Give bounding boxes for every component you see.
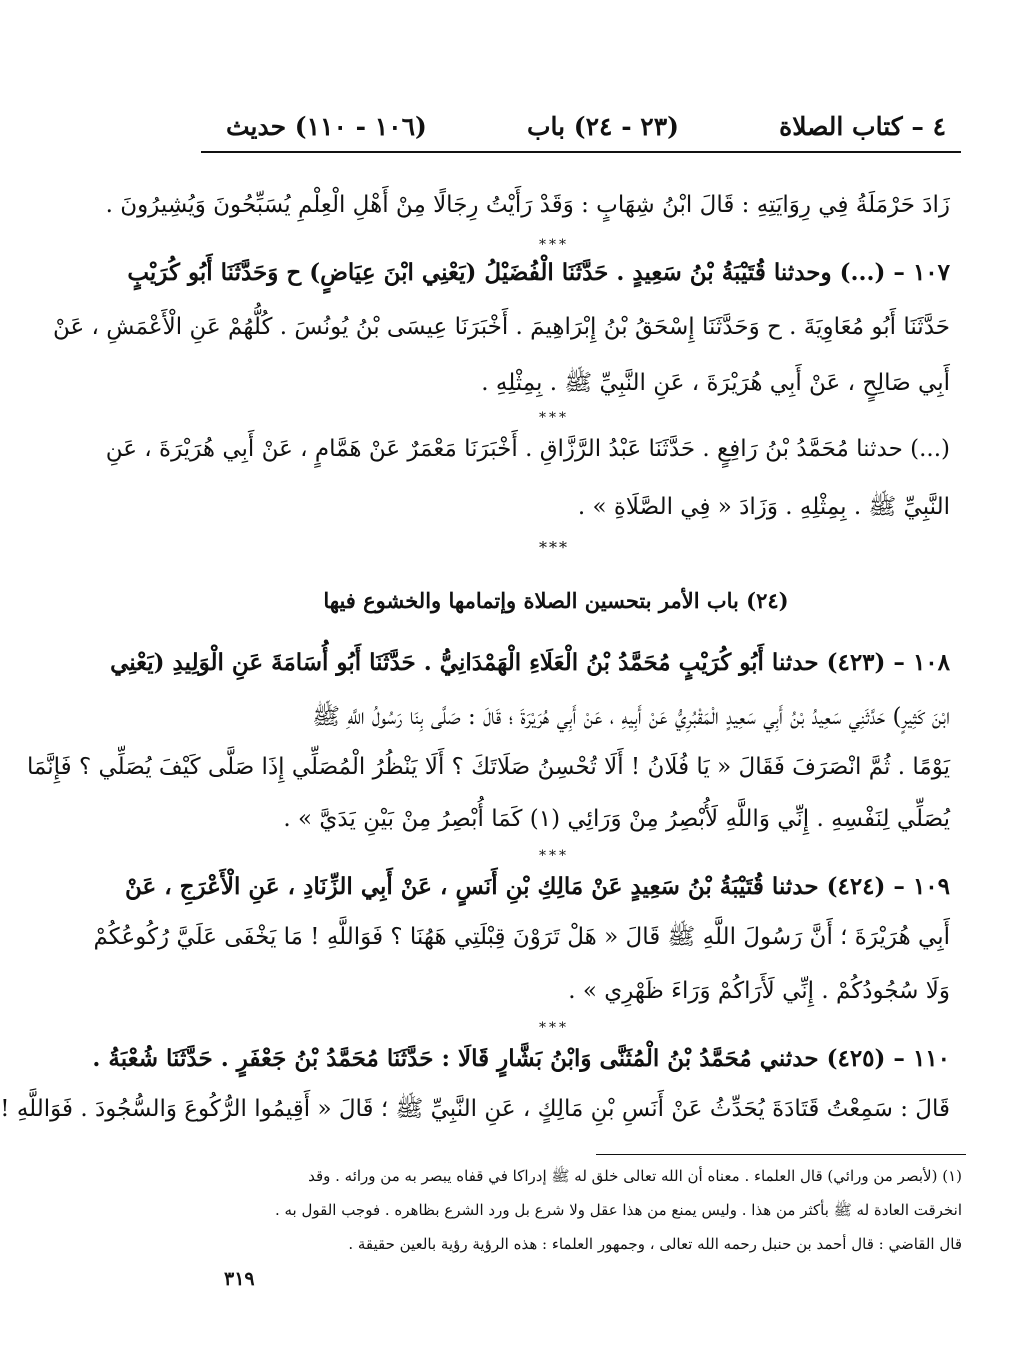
footnote-line: (١) (لأبصر من ورائي) قال العلماء . معناه أن الله تعالى خلق له ﷺ إدراكا في قفاه يبصر به من ورائه . وقد: [308, 1167, 962, 1185]
chapter-ornament: ***: [539, 538, 569, 557]
text-line: قَالَ : سَمِعْتُ قَتَادَةَ يُحَدِّثُ عَنْ أَنَسِ بْنِ مَالِكٍ ، عَنِ النَّبِيِّ ﷺ ؛ قَالَ « أَقِيمُوا الرُّكُوعَ وَالسُّجُودَ . فَوَاللَّهِ !: [0, 1096, 950, 1122]
page-number: ٣١٩: [224, 1268, 255, 1290]
footnote-divider: [596, 1154, 966, 1155]
hadith-110-line: ١١٠ – (٤٢٥) حدثني مُحَمَّدُ بْنُ الْمُثَنَّى وَابْنُ بَشَّارٍ قَالَا : حَدَّثَنَا مُحَمَّدُ بْنُ جَعْفَرٍ . حَدَّثَنَا شُعْبَةُ .: [92, 1045, 950, 1072]
section-separator: ***: [539, 848, 569, 864]
header-hadith-range: (١٠٦ - ١١٠) حديث: [226, 111, 427, 141]
hadith-109-line: ١٠٩ – (٤٢٤) حدثنا قُتَيْبَةُ بْنُ سَعِيدٍ عَنْ مَالِكِ بْنِ أَنَسٍ ، عَنْ أَبِي الزِّنَادِ ، عَنِ الْأَعْرَجِ ، عَنْ: [124, 873, 950, 900]
text-line: يَوْمًا . ثُمَّ انْصَرَفَ فَقَالَ « يَا فُلَانُ ! أَلَا تُحْسِنُ صَلَاتَكَ ؟ أَلَا يَنْظُرُ الْمُصَلِّي إِذَا صَلَّى كَيْفَ يُصَلِّي ؟ فَإِنَّمَا: [26, 754, 950, 780]
chapter-title: (٢٤) باب الأمر بتحسين الصلاة وإتمامها والخشوع فيها: [323, 588, 789, 613]
text-line: يُصَلِّي لِنَفْسِهِ . إِنِّي وَاللَّهِ لَأُبْصِرُ مِنْ وَرَائِي (١) كَمَا أُبْصِرُ مِنْ بَيْنِ يَدَيَّ » .: [283, 806, 950, 832]
hadith-107-line: ١٠٧ – (...) وحدثنا قُتَيْبَةُ بْنُ سَعِيدٍ . حَدَّثَنَا الْفُضَيْلُ (يَعْنِي ابْنَ عِيَاضٍ) ح وَحَدَّثَنَا أَبُو كُرَيْبٍ: [127, 259, 950, 286]
text-line: ابْنَ كَثِيرٍ) حَدَّثَنِي سَعِيدُ بْنُ أَبِي سَعِيدٍ الْمَقْبُرِيُّ عَنْ أَبِيهِ ، عَنْ أَبِي هُرَيْرَةَ ؛ قَالَ : صَلَّى بِنَا رَسُولُ اللَّهِ ﷺ: [312, 704, 950, 730]
text-line: وَلَا سُجُودُكُمْ . إِنِّي لَأَرَاكُمْ وَرَاءَ ظَهْرِي » .: [568, 978, 950, 1004]
header-book-title: ٤ – كتاب الصلاة: [779, 111, 946, 141]
text-line: (...) حدثنا مُحَمَّدُ بْنُ رَافِعٍ . حَدَّثَنَا عَبْدُ الرَّزَّاقِ . أَخْبَرَنَا مَعْمَرٌ عَنْ هَمَّامٍ ، عَنْ أَبِي هُرَيْرَةَ ، عَنِ: [105, 436, 950, 462]
header-divider: [201, 151, 961, 153]
section-separator: ***: [539, 410, 569, 426]
hadith-108-line: ١٠٨ – (٤٢٣) حدثنا أَبُو كُرَيْبٍ مُحَمَّدُ بْنُ الْعَلَاءِ الْهَمْدَانِيُّ . حَدَّثَنَا أَبُو أُسَامَةَ عَنِ الْوَلِيدِ (يَعْنِي: [110, 649, 950, 676]
text-line: زَادَ حَرْمَلَةُ فِي رِوَايَتِهِ : قَالَ ابْنُ شِهَابٍ : وَقَدْ رَأَيْتُ رِجَالًا مِنْ أَهْلِ الْعِلْمِ يُسَبِّحُونَ وَيُشِيرُونَ .: [105, 192, 950, 218]
running-header: [226, 104, 946, 148]
text-line: أَبِي هُرَيْرَةَ ؛ أَنَّ رَسُولَ اللَّهِ ﷺ قَالَ « هَلْ تَرَوْنَ قِبْلَتِي هَهُنَا ؟ فَوَاللَّهِ ! مَا يَخْفَى عَلَيَّ رُكُوعُكُمْ: [93, 924, 950, 950]
text-line: أَبِي صَالِحٍ ، عَنْ أَبِي هُرَيْرَةَ ، عَنِ النَّبِيِّ ﷺ . بِمِثْلِهِ .: [481, 370, 950, 396]
section-separator: ***: [539, 237, 569, 253]
text-line: حَدَّثَنَا أَبُو مُعَاوِيَةَ . ح وَحَدَّثَنَا إِسْحَقُ بْنُ إِبْرَاهِيمَ . أَخْبَرَنَا عِيسَى بْنُ يُونُسَ . كُلُّهُمْ عَنِ الْأَعْمَشِ ، عَنْ: [53, 314, 950, 340]
header-chapter-range: (٢٣ - ٢٤) باب: [526, 111, 679, 141]
section-separator: ***: [539, 1020, 569, 1036]
footnote-line: انخرقت العادة له ﷺ بأكثر من هذا . وليس يمنع من هذا عقل ولا شرع بل ورد الشرع بظاهره . فوجب القول به .: [274, 1201, 962, 1219]
text-line: النَّبِيِّ ﷺ . بِمِثْلِهِ . وَزَادَ « فِي الصَّلَاةِ » .: [577, 494, 950, 520]
footnote-line: قال القاضي : قال أحمد بن حنبل رحمه الله تعالى ، وجمهور العلماء : هذه الرؤية رؤية بالعين حقيقة .: [348, 1235, 962, 1253]
